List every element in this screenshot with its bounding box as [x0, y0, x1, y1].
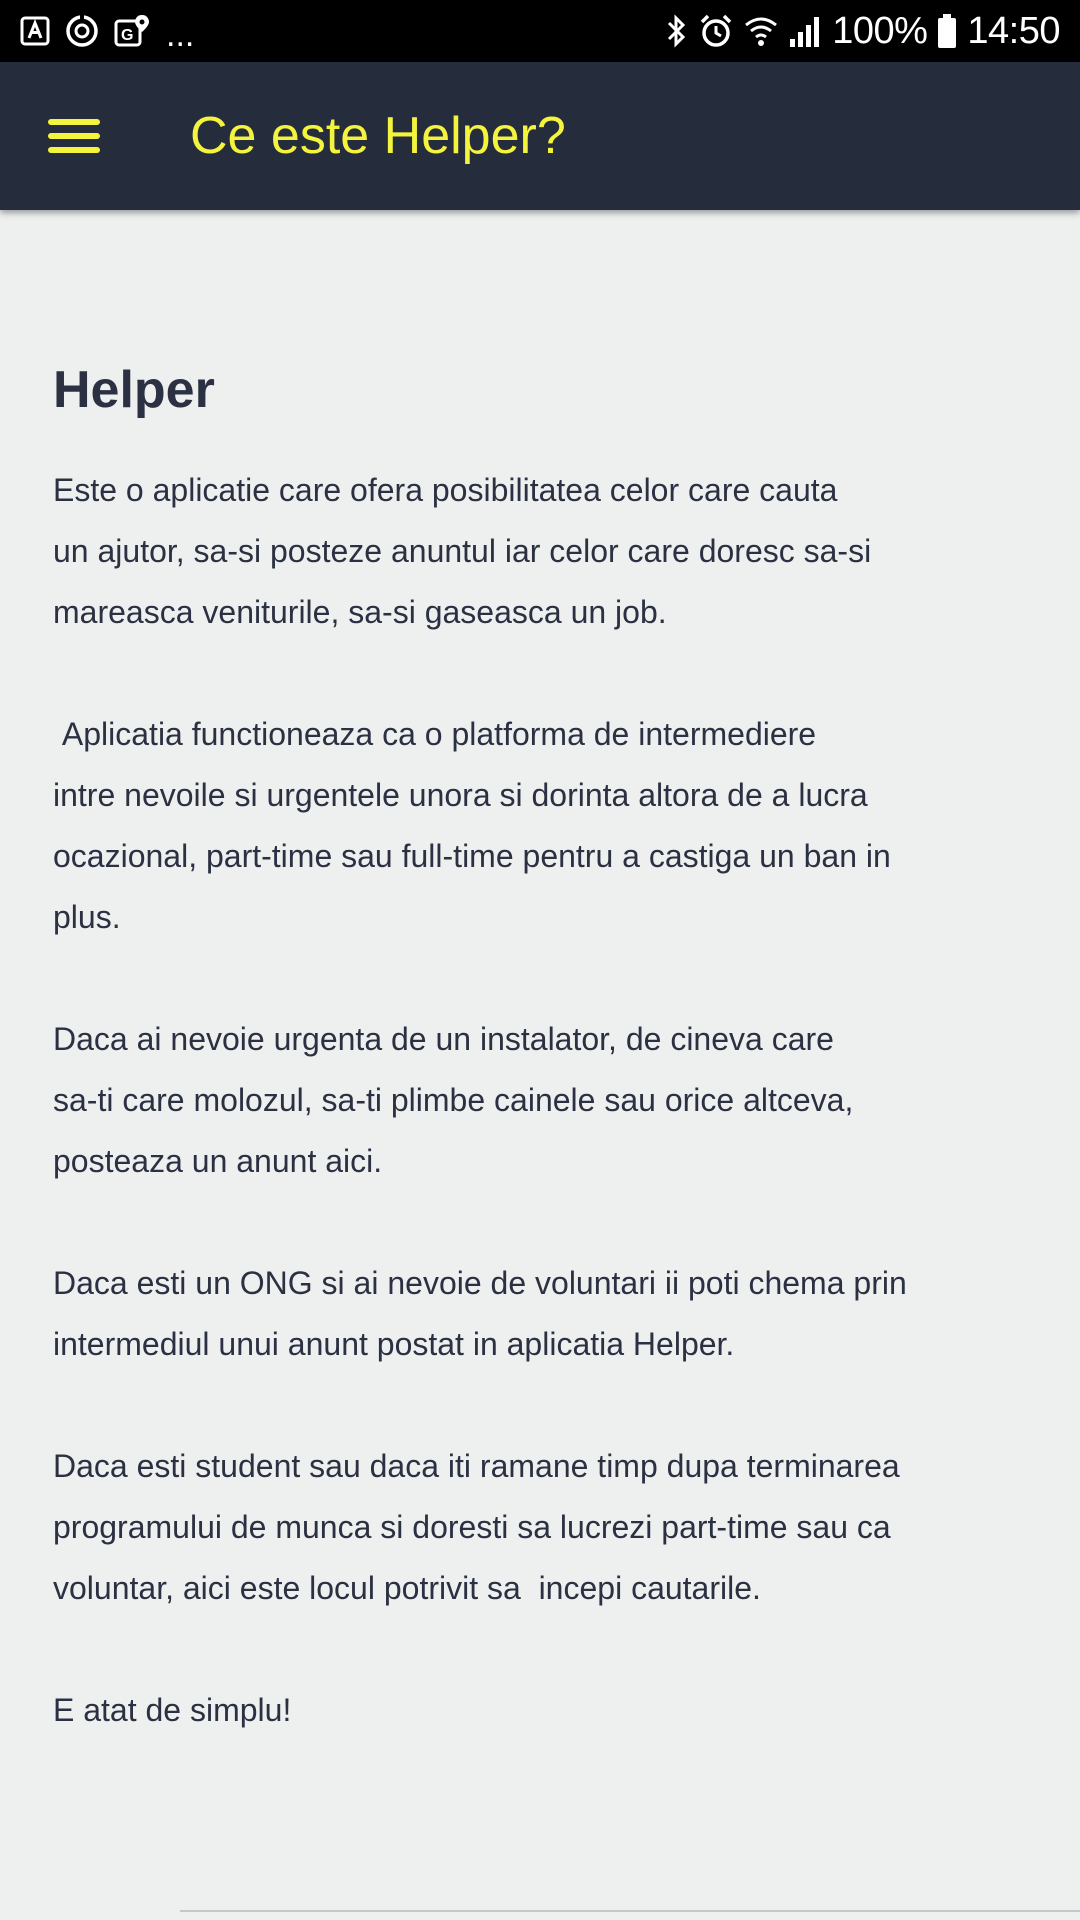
paragraph-platform: Aplicatia functioneaza ca o platforma de intermediere intre nevoile si urgentele unora si dorinta altora de a lucra ocazional, part-time sau full-time pentru a castiga un ban in plus. [53, 716, 891, 935]
menu-button[interactable] [36, 100, 112, 172]
content-heading: Helper [53, 361, 215, 419]
content-area [53, 360, 1043, 1802]
battery-icon [937, 11, 957, 51]
maps-notification-icon [114, 11, 150, 51]
page-title: Ce este Helper? [190, 107, 566, 165]
paragraph-ngo: Daca esti un ONG si ai nevoie de voluntari ii poti chema prin intermediul unui anunt postat in aplicatia Helper. [53, 1265, 907, 1362]
signal-icon [788, 11, 822, 51]
app-bar [0, 62, 1080, 210]
paragraph-student: Daca esti student sau daca iti ramane timp dupa terminarea programului de munca si doresti sa lucrezi part-time sau ca voluntar, aici este locul potrivit sa incepi cautarile. [53, 1448, 900, 1606]
status-notifications [20, 0, 194, 62]
clock-time: 14:50 [967, 9, 1060, 52]
status-system [666, 0, 1060, 62]
wifi-icon [744, 11, 778, 51]
svg-text:G: G [121, 27, 134, 44]
more-notifications-indicator: ... [166, 15, 195, 54]
paragraph-closing: E atat de simplu! [53, 1692, 292, 1728]
paragraph-intro: Este o aplicatie care ofera posibilitatea celor care cauta un ajutor, sa-si posteze anuntul iar celor care doresc sa-si mareasca veniturile, sa-si gaseasca un job. [53, 472, 872, 630]
sync-notification-icon [64, 11, 100, 51]
alarm-icon [698, 11, 734, 51]
status-bar [0, 0, 1080, 62]
paragraph-urgent-needs: Daca ai nevoie urgenta de un instalator, de cineva care sa-ti care molozul, sa-ti plimbe cainele sau orice altceva, posteaza un anunt aici. [53, 1021, 854, 1179]
bluetooth-icon [666, 11, 688, 51]
bottom-divider [180, 1910, 1080, 1912]
font-app-notification-icon [20, 11, 50, 51]
hamburger-menu-icon [46, 116, 102, 156]
battery-percentage: 100% [832, 9, 928, 52]
